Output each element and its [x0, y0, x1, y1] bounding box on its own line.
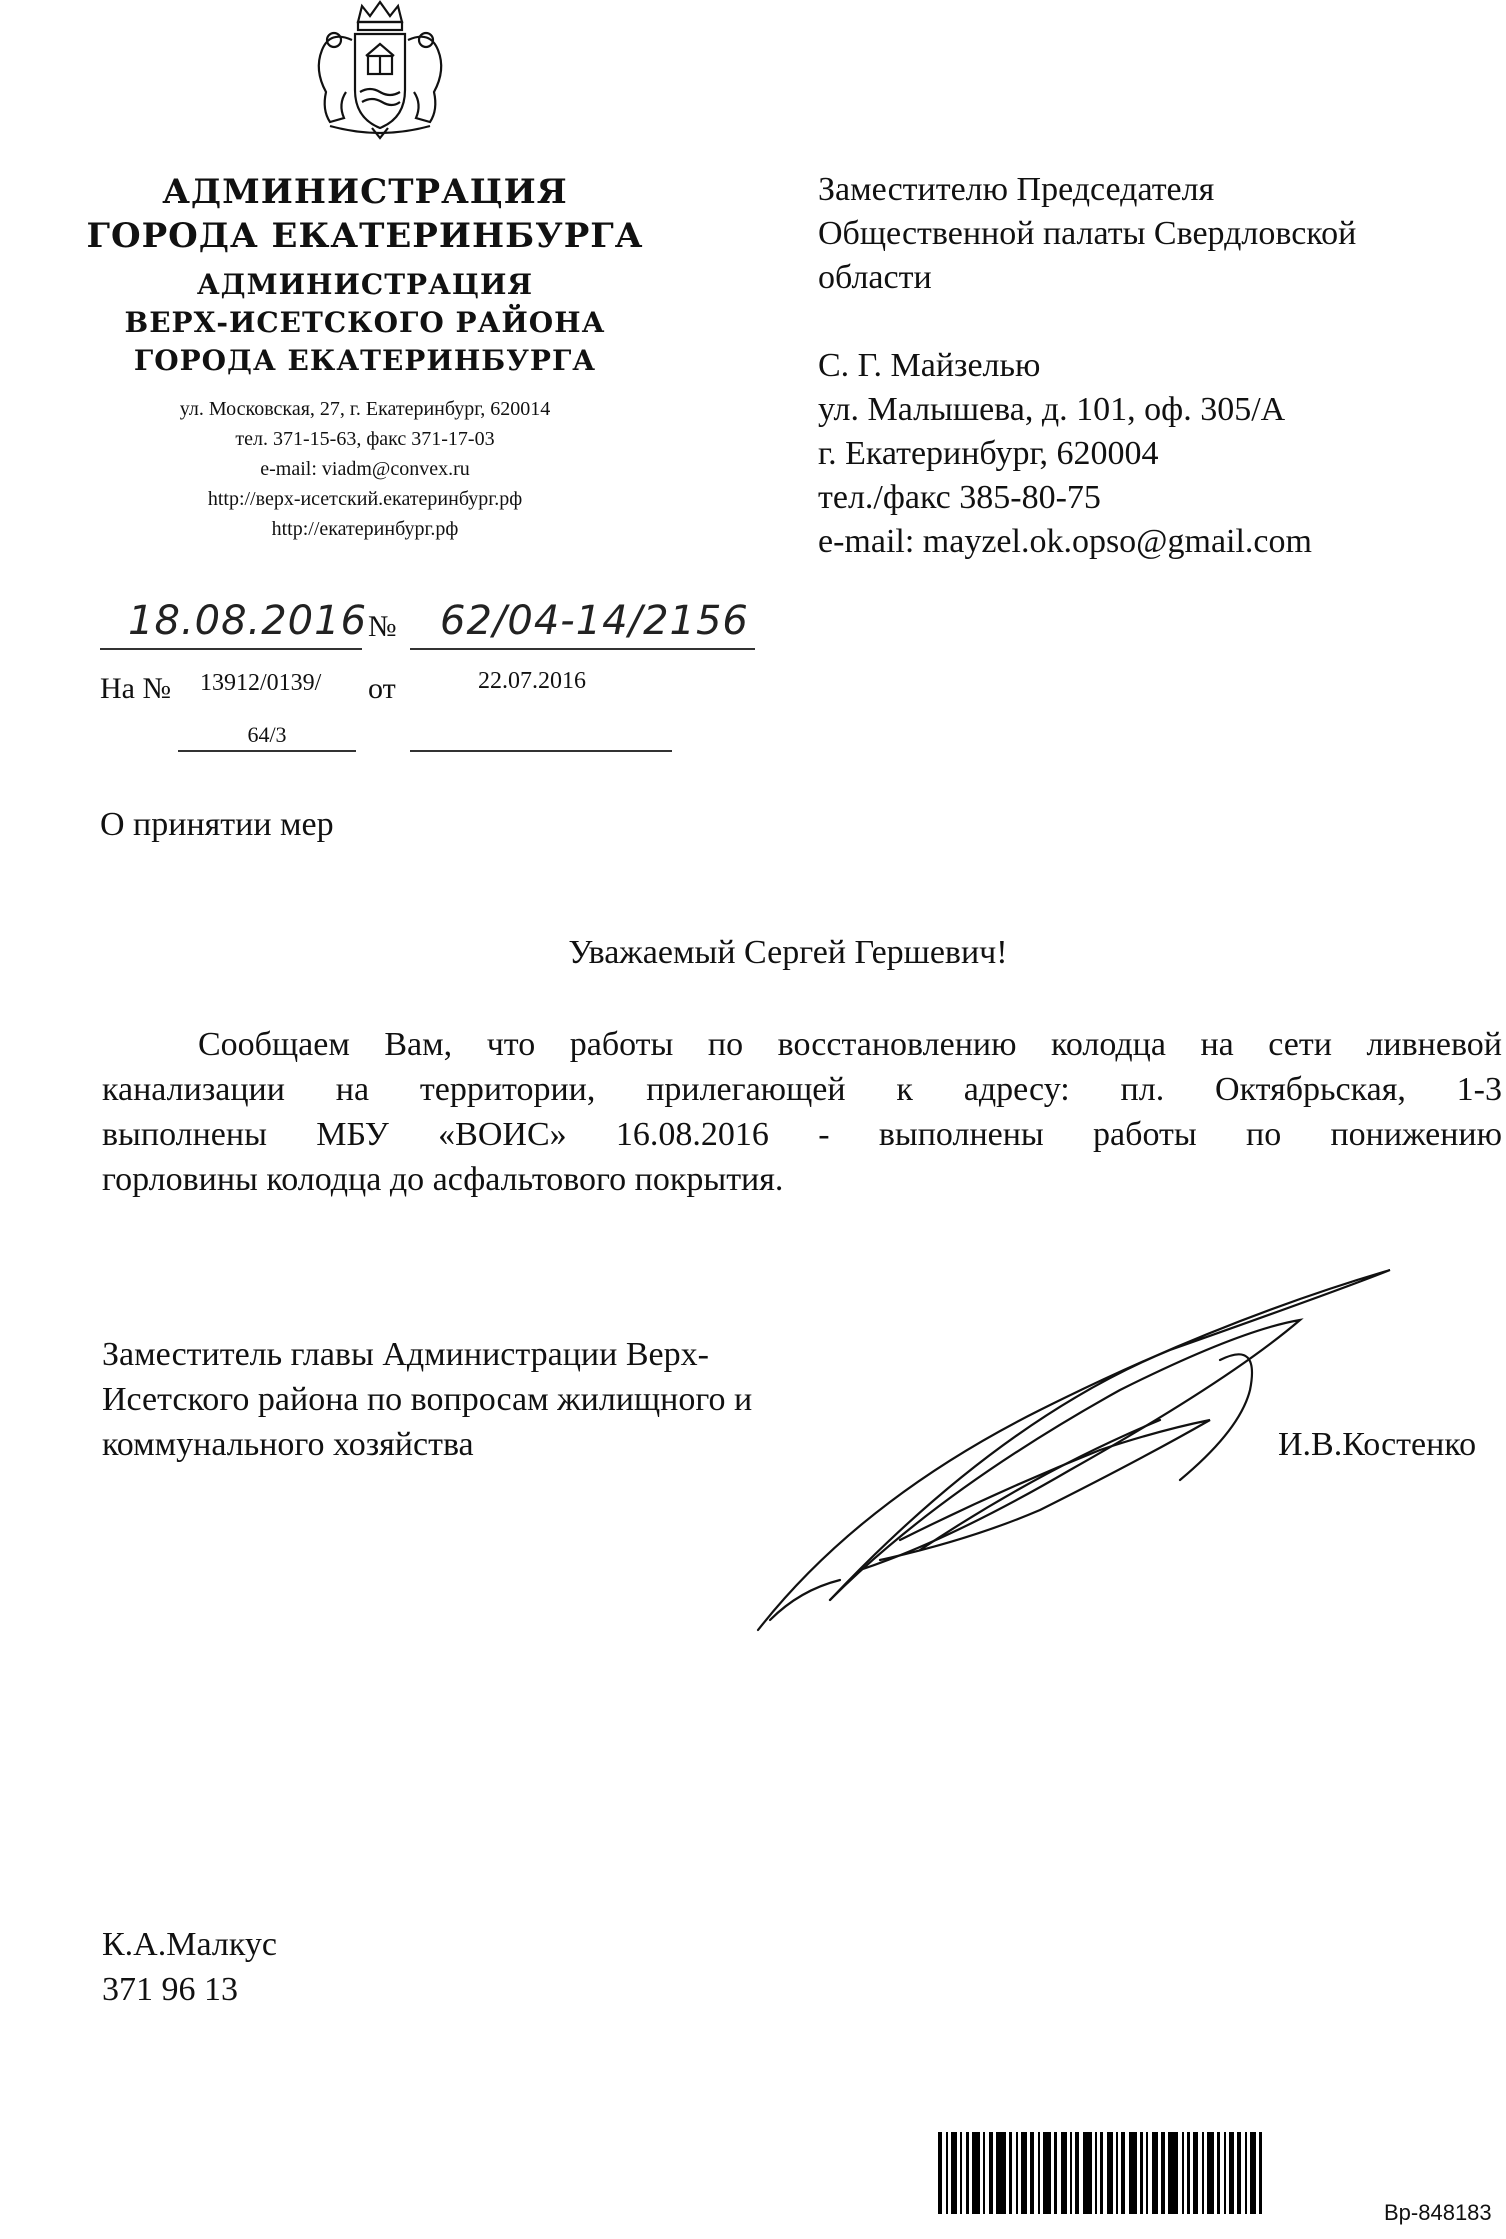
- recipient-city: г. Екатеринбург, 620004: [818, 435, 1159, 472]
- sender-email: e-mail: viadm@convex.ru: [260, 458, 470, 480]
- recipient-line1: Заместителю Председателя: [818, 171, 1215, 208]
- registration-date: 18.08.2016: [128, 598, 368, 644]
- registration-date-field: [100, 596, 368, 650]
- recipient-name: С. Г. Майзелью: [818, 347, 1041, 384]
- sender-org-line5: ГОРОДА ЕКАТЕРИНБУРГА: [133, 344, 597, 377]
- signatory-title-line3: коммунального хозяйства: [102, 1426, 474, 1463]
- sender-org-line2: ГОРОДА ЕКАТЕРИНБУРГА: [86, 216, 644, 256]
- reference-number-line1: 13912/0139/: [200, 670, 322, 696]
- executor-phone: 371 96 13: [102, 1971, 238, 2008]
- city-coat-of-arms-icon: [300, 0, 460, 140]
- sender-org-line1: АДМИНИСТРАЦИЯ: [162, 172, 568, 212]
- letter-salutation: Уважаемый Сергей Гершевич!: [568, 934, 1008, 971]
- reference-number-line2: 64/3: [178, 722, 356, 752]
- signatory-title-line2: Исетского района по вопросам жилищного и: [102, 1381, 753, 1418]
- registration-number: 62/04-14/2156: [440, 598, 749, 644]
- recipient-block: [818, 168, 1498, 564]
- letter-subject: О принятии мер: [100, 806, 334, 843]
- letter-body-line4: горловины колодца до асфальтового покрытия.: [102, 1161, 784, 1198]
- sender-org-line4: ВЕРХ-ИСЕТСКОГО РАЙОНА: [124, 306, 606, 339]
- sender-address: ул. Московская, 27, г. Екатеринбург, 620014: [179, 398, 551, 420]
- reference-label: На №: [100, 672, 172, 705]
- letter-body-line3: выполнены МБУ «ВОИС» 16.08.2016 - выполнены работы по понижению: [102, 1116, 1502, 1153]
- signatory-title-line1: Заместитель главы Администрации Верх-: [102, 1336, 709, 1373]
- reference-date-underline: [410, 722, 672, 752]
- recipient-line2: Общественной палаты Свердловской: [818, 215, 1357, 252]
- registration-number-field: [410, 596, 755, 650]
- recipient-phone: тел./факс 385-80-75: [818, 479, 1101, 516]
- sender-site-2: http://екатеринбург.рф: [271, 518, 459, 540]
- signature-scribble-icon: [740, 1260, 1420, 1640]
- letter-body: [102, 1022, 1502, 1202]
- executor-name: К.А.Малкус: [102, 1926, 277, 1963]
- executor-block: [102, 1922, 277, 2012]
- signature: [740, 1260, 1420, 1640]
- recipient-street: ул. Малышева, д. 101, оф. 305/А: [818, 391, 1286, 428]
- reference-date: 22.07.2016: [478, 668, 586, 694]
- recipient-line3: области: [818, 259, 932, 296]
- sender-phone: тел. 371-15-63, факс 371-17-03: [235, 428, 495, 450]
- barcode-code: Вр-848183: [1384, 2200, 1492, 2225]
- letter-body-line2: канализации на территории, прилегающей к адресу: пл. Октябрьская, 1-3: [102, 1071, 1502, 1108]
- registration-number-label: №: [368, 610, 397, 643]
- sender-site-1: http://верх-исетский.екатеринбург.рф: [207, 488, 523, 510]
- sender-block: [70, 170, 660, 544]
- reference-from-label: от: [368, 672, 396, 705]
- sender-org-line3: АДМИНИСТРАЦИЯ: [196, 268, 534, 301]
- recipient-email: e-mail: mayzel.ok.opso@gmail.com: [818, 523, 1312, 560]
- signatory-name: И.В.Костенко: [1278, 1426, 1477, 1463]
- letter-body-line1: Сообщаем Вам, что работы по восстановлению колодца на сети ливневой: [198, 1026, 1502, 1063]
- barcode: [938, 2132, 1378, 2218]
- barcode-bars-icon: [938, 2132, 1378, 2214]
- coat-of-arms-emblem: [300, 0, 460, 140]
